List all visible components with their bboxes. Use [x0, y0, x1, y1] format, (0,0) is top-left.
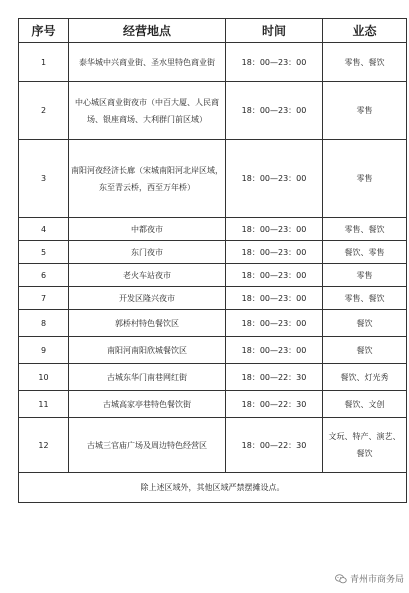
cell-location: 中都夜市	[69, 218, 226, 241]
cell-type: 餐饮	[323, 337, 407, 364]
header-time: 时间	[226, 19, 323, 43]
cell-type: 零售	[323, 140, 407, 218]
cell-time: 18：00—23：00	[226, 337, 323, 364]
cell-no: 3	[19, 140, 69, 218]
cell-time: 18：00—22：30	[226, 364, 323, 391]
cell-time: 18：00—23：00	[226, 218, 323, 241]
cell-no: 7	[19, 287, 69, 310]
table-row	[19, 241, 407, 264]
table-row	[19, 337, 407, 364]
cell-time: 18：00—23：00	[226, 287, 323, 310]
header-location: 经营地点	[69, 19, 226, 43]
cell-time: 18：00—23：00	[226, 241, 323, 264]
cell-location: 老火车站夜市	[69, 264, 226, 287]
cell-location: 开发区隆兴夜市	[69, 287, 226, 310]
cell-location: 南阳河南阳欣城餐饮区	[69, 337, 226, 364]
cell-time: 18：00—23：00	[226, 310, 323, 337]
cell-type: 文玩、特产、演艺、餐饮	[323, 418, 407, 473]
table-row	[19, 264, 407, 287]
cell-location: 古城三官庙广场及周边特色经营区	[69, 418, 226, 473]
cell-location: 古城东华门南巷网红街	[69, 364, 226, 391]
table-row	[19, 287, 407, 310]
cell-location: 泰华城中兴商业街、圣水里特色商业街	[69, 43, 226, 82]
cell-location: 古城高家亭巷特色餐饮街	[69, 391, 226, 418]
cell-location: 中心城区商业街夜市（中百大厦、人民商场、银座商场、大利群门前区域）	[69, 82, 226, 140]
cell-type: 餐饮、灯光秀	[323, 364, 407, 391]
table-row	[19, 43, 407, 82]
cell-time: 18：00—23：00	[226, 43, 323, 82]
cell-type: 餐饮、文创	[323, 391, 407, 418]
cell-no: 10	[19, 364, 69, 391]
cell-no: 8	[19, 310, 69, 337]
cell-type: 零售	[323, 264, 407, 287]
header-type: 业态	[323, 19, 407, 43]
cell-location: 东门夜市	[69, 241, 226, 264]
cell-location: 郭桥村特色餐饮区	[69, 310, 226, 337]
night-market-table	[18, 18, 407, 503]
cell-type: 零售、餐饮	[323, 43, 407, 82]
footer-note: 除上述区域外，其他区域严禁摆摊设点。	[19, 473, 407, 503]
cell-no: 2	[19, 82, 69, 140]
cell-no: 12	[19, 418, 69, 473]
cell-location: 南阳河夜经济长廊（宋城南阳河北岸区域，东至青云桥，西至万年桥）	[69, 140, 226, 218]
cell-time: 18：00—23：00	[226, 82, 323, 140]
table-header-row	[19, 19, 407, 43]
table-row	[19, 364, 407, 391]
table-row	[19, 391, 407, 418]
watermark-text: 青州市商务局	[349, 575, 404, 585]
table-footer-row	[19, 473, 407, 503]
table-row	[19, 418, 407, 473]
cell-type: 零售	[323, 82, 407, 140]
header-no: 序号	[19, 19, 69, 43]
cell-no: 11	[19, 391, 69, 418]
cell-time: 18：00—23：00	[226, 264, 323, 287]
cell-no: 5	[19, 241, 69, 264]
table-row	[19, 218, 407, 241]
wechat-icon	[335, 574, 347, 584]
cell-type: 零售、餐饮	[323, 287, 407, 310]
cell-no: 9	[19, 337, 69, 364]
cell-time: 18：00—22：30	[226, 418, 323, 473]
watermark	[333, 571, 406, 586]
table-row	[19, 140, 407, 218]
cell-type: 餐饮	[323, 310, 407, 337]
cell-no: 4	[19, 218, 69, 241]
cell-type: 餐饮、零售	[323, 241, 407, 264]
cell-no: 6	[19, 264, 69, 287]
table-row	[19, 82, 407, 140]
cell-type: 零售、餐饮	[323, 218, 407, 241]
table-row	[19, 310, 407, 337]
cell-no: 1	[19, 43, 69, 82]
cell-time: 18：00—22：30	[226, 391, 323, 418]
cell-time: 18：00—23：00	[226, 140, 323, 218]
